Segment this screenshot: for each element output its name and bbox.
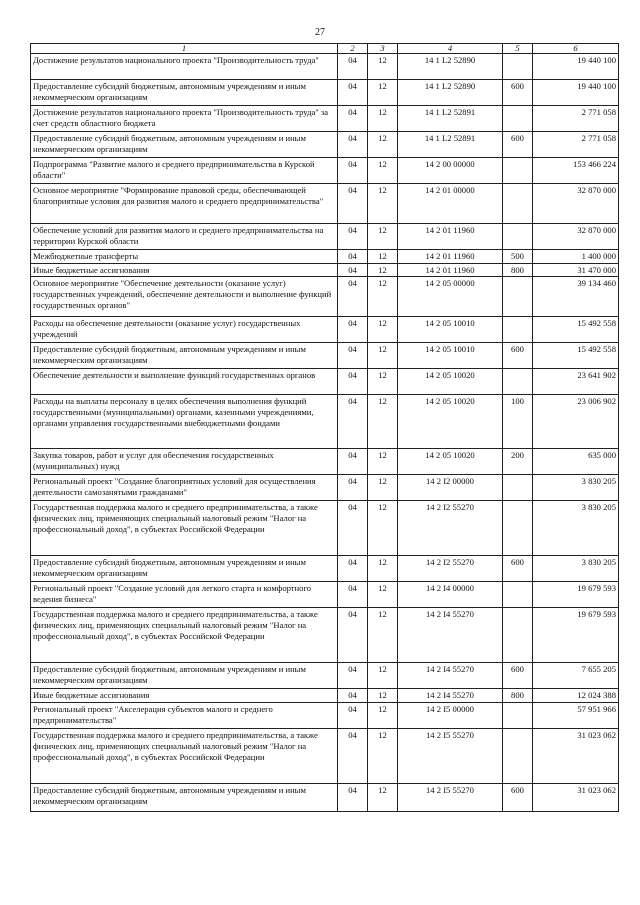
table-row: [31, 582, 619, 608]
row-subsection: 12: [368, 475, 398, 501]
row-expense-type: 600: [503, 663, 533, 689]
row-subsection: 12: [368, 277, 398, 317]
row-section: 04: [338, 703, 368, 729]
row-name: Расходы на выплаты персоналу в целях обеспечения выполнения функций государственными (муниципальными) органами, казенными учреждениями, органами управления государственными внебюджетными фондами: [31, 395, 338, 449]
row-amount: 19 679 593: [533, 608, 619, 663]
page-number: 27: [315, 27, 325, 38]
row-name: Региональный проект "Акселерация субъектов малого и среднего предпринимательства": [31, 703, 338, 729]
row-expense-type: 800: [503, 689, 533, 703]
table-row: [31, 689, 619, 703]
table-row: [31, 449, 619, 475]
header-col-3: 3: [368, 44, 398, 54]
row-name: Государственная поддержка малого и среднего предпринимательства, а также физических лиц, применяющих специальный налоговый режим "Налог на профессиональный доход", в субъектах Российской Федерации: [31, 501, 338, 556]
row-amount: 31 470 000: [533, 263, 619, 277]
row-amount: 635 000: [533, 449, 619, 475]
row-expense-type: [503, 369, 533, 395]
row-name: Достижение результатов национального проекта "Производительность труда": [31, 54, 338, 80]
row-target-code: 14 2 I2 00000: [398, 475, 503, 501]
row-amount: 19 440 100: [533, 80, 619, 106]
row-name: Государственная поддержка малого и среднего предпринимательства, а также физических лиц, применяющих специальный налоговый режим "Налог на профессиональный доход", в субъектах Российской Федерации: [31, 608, 338, 663]
row-name: Региональный проект "Создание условий для легкого старта и комфортного ведения бизнеса": [31, 582, 338, 608]
row-target-code: 14 2 00 00000: [398, 158, 503, 184]
row-expense-type: 600: [503, 132, 533, 158]
row-section: 04: [338, 729, 368, 784]
row-amount: 23 006 902: [533, 395, 619, 449]
header-col-5: 5: [503, 44, 533, 54]
row-amount: 3 830 205: [533, 556, 619, 582]
header-row: [31, 44, 619, 54]
row-target-code: 14 2 05 10020: [398, 369, 503, 395]
row-target-code: 14 1 L2 52891: [398, 106, 503, 132]
row-name: Основное мероприятие "Обеспечение деятельности (оказание услуг) государственных учреждений, обеспечение деятельности и выполнение функций государственных органов": [31, 277, 338, 317]
row-name: Предоставление субсидий бюджетным, автономным учреждениям и иным некоммерческим организациям: [31, 663, 338, 689]
row-subsection: 12: [368, 501, 398, 556]
row-section: 04: [338, 449, 368, 475]
row-section: 04: [338, 663, 368, 689]
row-section: 04: [338, 80, 368, 106]
table-row: [31, 184, 619, 224]
row-expense-type: [503, 582, 533, 608]
row-target-code: 14 2 05 10010: [398, 343, 503, 369]
row-subsection: 12: [368, 250, 398, 264]
row-section: 04: [338, 158, 368, 184]
table-row: [31, 106, 619, 132]
row-target-code: 14 2 05 10010: [398, 317, 503, 343]
row-expense-type: [503, 106, 533, 132]
row-name: Предоставление субсидий бюджетным, автономным учреждениям и иным некоммерческим организациям: [31, 132, 338, 158]
row-expense-type: [503, 158, 533, 184]
row-target-code: 14 1 L2 52890: [398, 80, 503, 106]
table-row: [31, 663, 619, 689]
table-row: [31, 369, 619, 395]
row-section: 04: [338, 475, 368, 501]
row-amount: 1 400 000: [533, 250, 619, 264]
row-name: Государственная поддержка малого и среднего предпринимательства, а также физических лиц, применяющих специальный налоговый режим "Налог на профессиональный доход", в субъектах Российской Федерации: [31, 729, 338, 784]
row-name: Предоставление субсидий бюджетным, автономным учреждениям и иным некоммерческим организациям: [31, 784, 338, 812]
row-target-code: 14 1 L2 52891: [398, 132, 503, 158]
row-name: Основное мероприятие "Формирование правовой среды, обеспечивающей благоприятные условия для развития малого и среднего предпринимательства": [31, 184, 338, 224]
budget-table: [30, 43, 619, 812]
row-target-code: 14 2 05 10020: [398, 449, 503, 475]
row-subsection: 12: [368, 703, 398, 729]
table-row: [31, 475, 619, 501]
row-target-code: 14 2 I4 55270: [398, 663, 503, 689]
row-name: Иные бюджетные ассигнования: [31, 263, 338, 277]
row-name: Межбюджетные трансферты: [31, 250, 338, 264]
row-subsection: 12: [368, 689, 398, 703]
row-expense-type: 800: [503, 263, 533, 277]
row-amount: 19 679 593: [533, 582, 619, 608]
row-amount: 31 023 062: [533, 729, 619, 784]
row-subsection: 12: [368, 556, 398, 582]
row-section: 04: [338, 250, 368, 264]
row-subsection: 12: [368, 263, 398, 277]
row-subsection: 12: [368, 449, 398, 475]
row-target-code: 14 2 I4 55270: [398, 689, 503, 703]
row-subsection: 12: [368, 582, 398, 608]
row-target-code: 14 2 I5 00000: [398, 703, 503, 729]
row-section: 04: [338, 556, 368, 582]
row-subsection: 12: [368, 729, 398, 784]
row-target-code: 14 2 01 11960: [398, 224, 503, 250]
row-amount: 15 492 558: [533, 343, 619, 369]
row-name: Региональный проект "Создание благоприятных условий для осуществления деятельности самозанятыми гражданами": [31, 475, 338, 501]
row-amount: 3 830 205: [533, 475, 619, 501]
table-row: [31, 54, 619, 80]
row-subsection: 12: [368, 54, 398, 80]
row-subsection: 12: [368, 395, 398, 449]
table-row: [31, 343, 619, 369]
row-subsection: 12: [368, 224, 398, 250]
row-name: Обеспечение деятельности и выполнение функций государственных органов: [31, 369, 338, 395]
row-amount: 2 771 058: [533, 132, 619, 158]
row-section: 04: [338, 582, 368, 608]
row-target-code: 14 2 I5 55270: [398, 784, 503, 812]
row-subsection: 12: [368, 663, 398, 689]
row-expense-type: [503, 501, 533, 556]
row-subsection: 12: [368, 158, 398, 184]
row-subsection: 12: [368, 343, 398, 369]
table-row: [31, 501, 619, 556]
row-section: 04: [338, 184, 368, 224]
row-expense-type: 100: [503, 395, 533, 449]
row-target-code: 14 2 I4 00000: [398, 582, 503, 608]
row-name: Подпрограмма "Развитие малого и среднего предпринимательства в Курской области": [31, 158, 338, 184]
row-subsection: 12: [368, 106, 398, 132]
row-amount: 2 771 058: [533, 106, 619, 132]
row-subsection: 12: [368, 184, 398, 224]
row-target-code: 14 1 L2 52890: [398, 54, 503, 80]
row-section: 04: [338, 608, 368, 663]
row-section: 04: [338, 317, 368, 343]
table-row: [31, 556, 619, 582]
row-expense-type: 600: [503, 784, 533, 812]
row-amount: 39 134 460: [533, 277, 619, 317]
row-section: 04: [338, 689, 368, 703]
row-section: 04: [338, 501, 368, 556]
header-col-6: 6: [533, 44, 619, 54]
row-amount: 153 466 224: [533, 158, 619, 184]
row-amount: 32 870 000: [533, 184, 619, 224]
table-row: [31, 158, 619, 184]
row-subsection: 12: [368, 80, 398, 106]
table-row: [31, 250, 619, 264]
row-subsection: 12: [368, 784, 398, 812]
row-target-code: 14 2 I5 55270: [398, 729, 503, 784]
row-expense-type: [503, 703, 533, 729]
row-subsection: 12: [368, 608, 398, 663]
row-subsection: 12: [368, 369, 398, 395]
row-section: 04: [338, 369, 368, 395]
row-target-code: 14 2 01 11960: [398, 263, 503, 277]
row-amount: 12 024 388: [533, 689, 619, 703]
row-expense-type: [503, 224, 533, 250]
row-subsection: 12: [368, 317, 398, 343]
row-expense-type: [503, 277, 533, 317]
row-expense-type: [503, 729, 533, 784]
row-target-code: 14 2 01 11960: [398, 250, 503, 264]
table-row: [31, 263, 619, 277]
row-section: 04: [338, 784, 368, 812]
table-row: [31, 395, 619, 449]
row-section: 04: [338, 343, 368, 369]
row-section: 04: [338, 277, 368, 317]
table-row: [31, 224, 619, 250]
header-col-2: 2: [338, 44, 368, 54]
row-name: Расходы на обеспечение деятельности (оказание услуг) государственных учреждений: [31, 317, 338, 343]
row-name: Закупка товаров, работ и услуг для обеспечения государственных (муниципальных) нужд: [31, 449, 338, 475]
row-expense-type: [503, 317, 533, 343]
row-target-code: 14 2 I2 55270: [398, 501, 503, 556]
row-name: Предоставление субсидий бюджетным, автономным учреждениям и иным некоммерческим организациям: [31, 556, 338, 582]
row-amount: 15 492 558: [533, 317, 619, 343]
row-name: Предоставление субсидий бюджетным, автономным учреждениям и иным некоммерческим организациям: [31, 343, 338, 369]
row-section: 04: [338, 106, 368, 132]
row-section: 04: [338, 54, 368, 80]
row-expense-type: 600: [503, 343, 533, 369]
row-section: 04: [338, 224, 368, 250]
table-row: [31, 80, 619, 106]
row-amount: 32 870 000: [533, 224, 619, 250]
table-row: [31, 317, 619, 343]
table-row: [31, 132, 619, 158]
row-amount: 3 830 205: [533, 501, 619, 556]
row-amount: 7 655 205: [533, 663, 619, 689]
row-amount: 19 440 100: [533, 54, 619, 80]
row-target-code: 14 2 01 00000: [398, 184, 503, 224]
table-row: [31, 277, 619, 317]
table-row: [31, 784, 619, 812]
header-col-4: 4: [398, 44, 503, 54]
row-amount: 57 951 966: [533, 703, 619, 729]
header-col-1: 1: [31, 44, 338, 54]
row-target-code: 14 2 05 10020: [398, 395, 503, 449]
table-row: [31, 729, 619, 784]
table-row: [31, 703, 619, 729]
row-expense-type: [503, 54, 533, 80]
row-section: 04: [338, 132, 368, 158]
row-section: 04: [338, 263, 368, 277]
row-expense-type: [503, 608, 533, 663]
table-row: [31, 608, 619, 663]
row-subsection: 12: [368, 132, 398, 158]
row-expense-type: [503, 475, 533, 501]
row-amount: 31 023 062: [533, 784, 619, 812]
row-expense-type: [503, 184, 533, 224]
row-name: Достижение результатов национального проекта "Производительность труда" за счет средств областного бюджета: [31, 106, 338, 132]
row-target-code: 14 2 I4 55270: [398, 608, 503, 663]
row-expense-type: 500: [503, 250, 533, 264]
row-amount: 23 641 902: [533, 369, 619, 395]
row-expense-type: 200: [503, 449, 533, 475]
row-name: Обеспечение условий для развития малого и среднего предпринимательства на территории Курской области: [31, 224, 338, 250]
row-section: 04: [338, 395, 368, 449]
row-name: Иные бюджетные ассигнования: [31, 689, 338, 703]
row-target-code: 14 2 05 00000: [398, 277, 503, 317]
row-name: Предоставление субсидий бюджетным, автономным учреждениям и иным некоммерческим организациям: [31, 80, 338, 106]
row-expense-type: 600: [503, 556, 533, 582]
row-expense-type: 600: [503, 80, 533, 106]
row-target-code: 14 2 I2 55270: [398, 556, 503, 582]
